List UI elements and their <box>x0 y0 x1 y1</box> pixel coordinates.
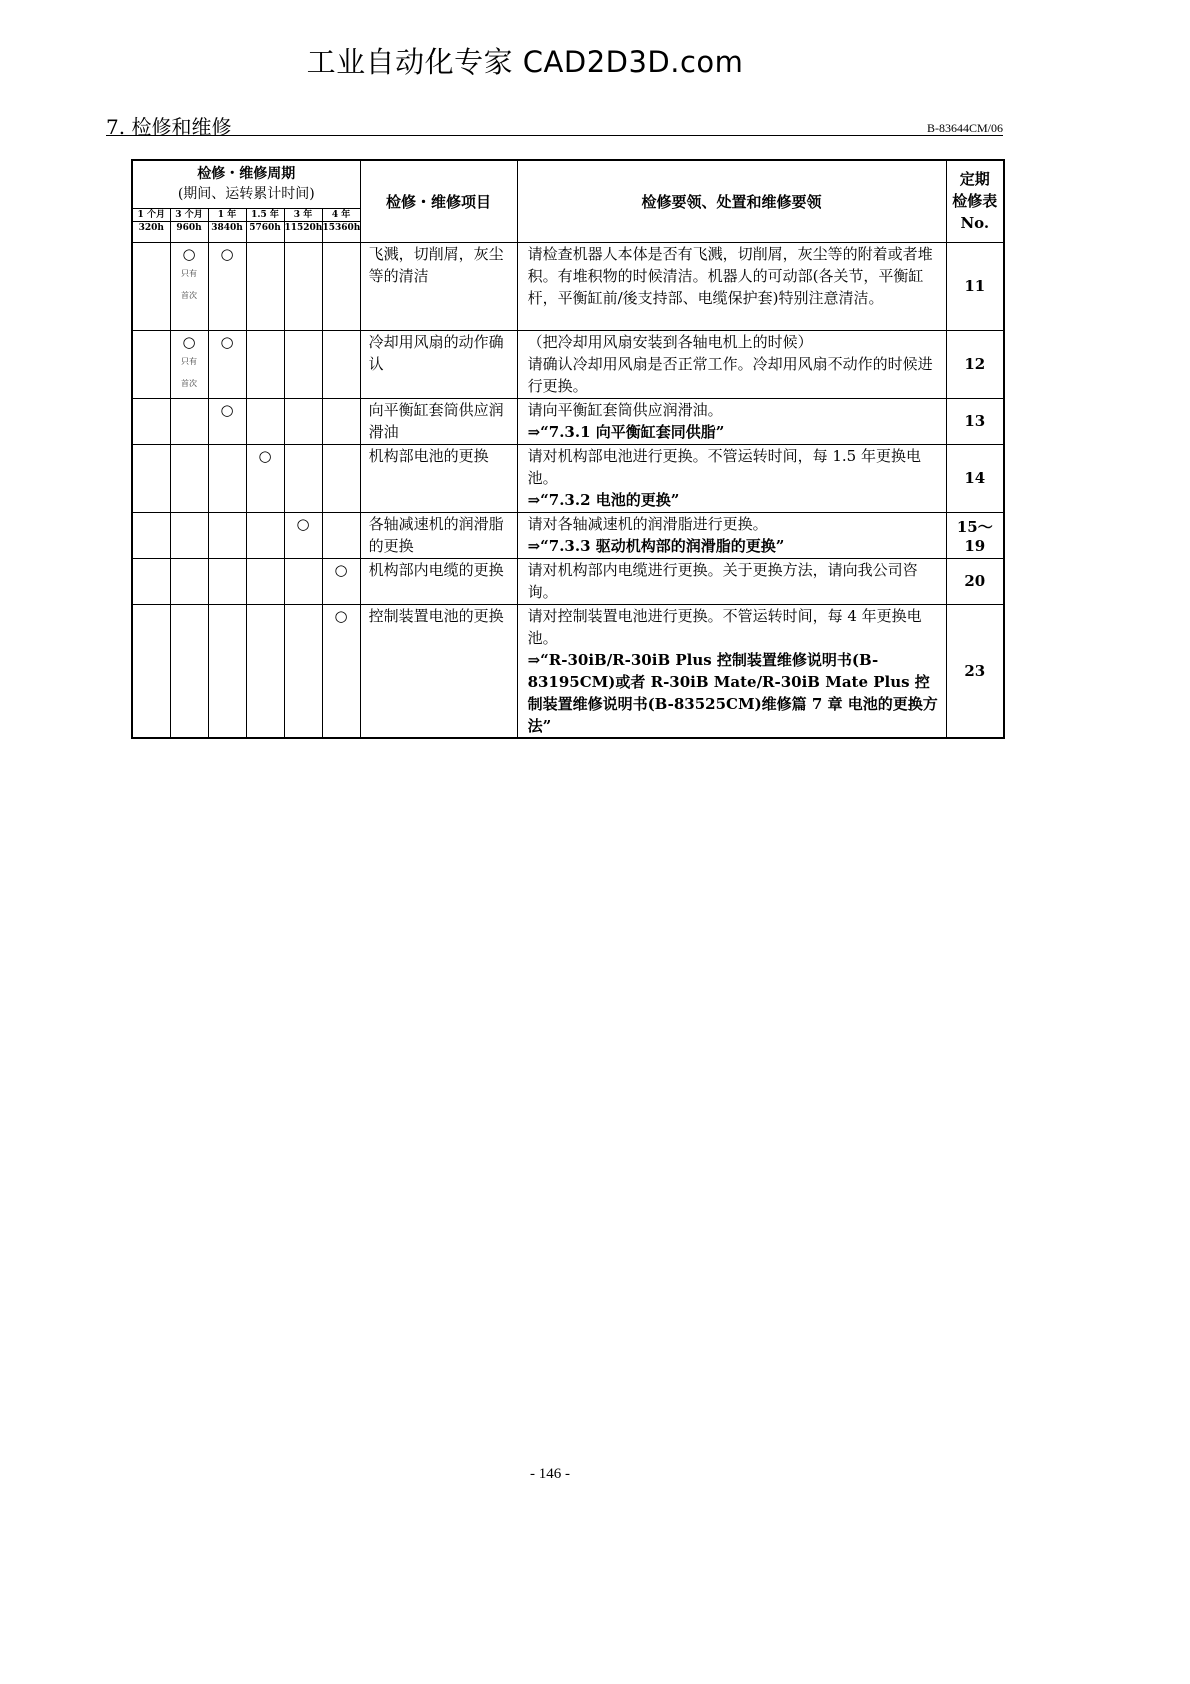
inspection-sheet-no: 11 <box>946 242 1004 330</box>
period-mark-cell <box>132 512 170 558</box>
period-mark-cell <box>284 512 322 558</box>
method-text: 请确认冷却用风扇是否正常工作。冷却用风扇不动作的时候进行更换。 <box>527 354 933 395</box>
maintenance-item: 控制装置电池的更换 <box>360 604 517 738</box>
table-row <box>132 558 1004 604</box>
circle-mark-icon: ○ <box>220 400 234 419</box>
method-text: （把冷却用风扇安装到各轴电机上的时候） <box>527 332 813 351</box>
period-label: 3 个月 <box>175 209 203 220</box>
table-row <box>132 444 1004 512</box>
inspection-sheet-no: 20 <box>946 558 1004 604</box>
first-time-note: 只有首次 <box>181 356 197 388</box>
method-text: 请检查机器人本体是否有飞溅，切削屑，灰尘等的附着或者堆积。有堆积物的时候清洁。机器人的可动部(各关节，平衡缸杆，平衡缸前/後支持部、电缆保护套)特别注意清洁。 <box>527 244 933 307</box>
period-label: 1.5 年 <box>251 209 279 220</box>
method-text: 请对机构部电池进行更换。不管运转时间，每 1.5 年更换电池。 <box>527 446 921 487</box>
maintenance-item: 向平衡缸套筒供应润滑油 <box>360 398 517 444</box>
watermark-text: 工业自动化专家 CAD2D3D.com <box>306 45 744 79</box>
method-column-header: 检修要领、处置和维修要领 <box>517 160 946 242</box>
period-header-cell <box>208 208 246 242</box>
period-hours: 15360h <box>322 222 361 233</box>
period-mark-cell <box>132 444 170 512</box>
period-mark-cell <box>322 398 360 444</box>
period-mark-cell <box>132 558 170 604</box>
period-mark-cell <box>246 604 284 738</box>
sheet-no-header-line3: No. <box>960 214 990 233</box>
period-mark-cell <box>170 330 208 398</box>
method-text: 请对机构部内电缆进行更换。关于更换方法，请向我公司咨询。 <box>527 560 918 601</box>
period-mark-cell <box>170 242 208 330</box>
inspection-sheet-no: 14 <box>946 444 1004 512</box>
period-mark-cell <box>132 398 170 444</box>
circle-mark-icon: ○ <box>220 244 234 263</box>
period-mark-cell <box>322 444 360 512</box>
period-mark-cell <box>132 604 170 738</box>
period-header-cell <box>322 208 360 242</box>
period-label: 1 年 <box>217 209 237 220</box>
period-mark-cell <box>208 558 246 604</box>
sheet-no-header-line1: 定期 <box>959 170 990 189</box>
period-mark-cell <box>322 558 360 604</box>
inspection-sheet-no: 23 <box>946 604 1004 738</box>
first-time-note: 只有首次 <box>181 268 197 300</box>
period-header-cell <box>284 208 322 242</box>
reference-link-text: ⇒“7.3.2 电池的更换” <box>527 490 680 509</box>
period-mark-cell <box>284 444 322 512</box>
table-row <box>132 398 1004 444</box>
maintenance-method <box>517 558 946 604</box>
maintenance-item: 机构部电池的更换 <box>360 444 517 512</box>
circle-mark-icon: ○ <box>296 514 310 533</box>
maintenance-method <box>517 330 946 398</box>
inspection-sheet-no: 15～19 <box>946 512 1004 558</box>
page-number: - 146 - <box>530 1466 570 1482</box>
table-row <box>132 330 1004 398</box>
period-mark-cell <box>322 604 360 738</box>
item-column-header: 检修・维修项目 <box>360 160 517 242</box>
inspection-sheet-no: 13 <box>946 398 1004 444</box>
sheet-no-header-line2: 检修表 <box>952 192 998 211</box>
circle-mark-icon: ○ <box>220 332 234 351</box>
period-mark-cell <box>322 512 360 558</box>
period-mark-cell <box>208 444 246 512</box>
table-row <box>132 242 1004 330</box>
period-header-cell <box>246 208 284 242</box>
period-mark-cell <box>208 604 246 738</box>
circle-mark-icon: ○ <box>334 606 348 625</box>
period-mark-cell <box>170 512 208 558</box>
method-text: 请向平衡缸套筒供应润滑油。 <box>527 400 723 419</box>
period-mark-cell <box>208 242 246 330</box>
period-mark-cell <box>132 242 170 330</box>
period-header <box>132 160 360 208</box>
period-mark-cell <box>246 444 284 512</box>
period-mark-cell <box>246 512 284 558</box>
circle-mark-icon: ○ <box>182 244 196 263</box>
circle-mark-icon: ○ <box>334 560 348 579</box>
maintenance-item: 各轴减速机的润滑脂的更换 <box>360 512 517 558</box>
maintenance-item: 飞溅，切削屑，灰尘等的清洁 <box>360 242 517 330</box>
maintenance-method <box>517 512 946 558</box>
table-row <box>132 512 1004 558</box>
period-mark-cell <box>284 604 322 738</box>
period-mark-cell <box>246 242 284 330</box>
method-text: 请对各轴减速机的润滑脂进行更换。 <box>527 514 768 533</box>
maintenance-table <box>131 159 1005 739</box>
period-label: 1 个月 <box>137 209 165 220</box>
period-mark-cell <box>132 330 170 398</box>
maintenance-method <box>517 604 946 738</box>
period-mark-cell <box>208 330 246 398</box>
circle-mark-icon: ○ <box>258 446 272 465</box>
circle-mark-icon: ○ <box>182 332 196 351</box>
period-hours: 5760h <box>247 221 284 234</box>
document-number: B-83644CM/06 <box>926 121 1003 135</box>
period-header-title: 检修・维修周期 <box>197 166 296 182</box>
period-mark-cell <box>284 398 322 444</box>
maintenance-method <box>517 444 946 512</box>
period-label: 3 年 <box>293 209 313 220</box>
period-hours: 11520h <box>284 222 323 233</box>
inspection-sheet-no: 12 <box>946 330 1004 398</box>
period-hours: 960h <box>171 221 208 234</box>
sheet-no-column-header <box>946 160 1004 242</box>
period-header-subtitle: (期间、运转累计时间) <box>177 186 315 202</box>
period-mark-cell <box>170 398 208 444</box>
header-rule <box>106 135 1003 136</box>
period-hours: 3840h <box>209 221 246 234</box>
period-mark-cell <box>284 330 322 398</box>
period-label: 4 年 <box>331 209 351 220</box>
period-mark-cell <box>246 558 284 604</box>
maintenance-method <box>517 398 946 444</box>
method-text: 请对控制装置电池进行更换。不管运转时间，每 4 年更换电池。 <box>527 606 922 647</box>
period-hours: 320h <box>133 221 170 234</box>
period-mark-cell <box>170 444 208 512</box>
period-mark-cell <box>322 330 360 398</box>
period-mark-cell <box>208 398 246 444</box>
period-header-cell <box>132 208 170 242</box>
period-mark-cell <box>246 398 284 444</box>
maintenance-item: 机构部内电缆的更换 <box>360 558 517 604</box>
reference-link-text: ⇒“7.3.3 驱动机构部的润滑脂的更换” <box>527 536 785 555</box>
maintenance-item: 冷却用风扇的动作确认 <box>360 330 517 398</box>
maintenance-method <box>517 242 946 330</box>
chapter-title: 7. 检修和维修 <box>106 115 232 139</box>
period-header-cell <box>170 208 208 242</box>
period-mark-cell <box>170 604 208 738</box>
period-mark-cell <box>322 242 360 330</box>
period-mark-cell <box>170 558 208 604</box>
period-mark-cell <box>246 330 284 398</box>
period-mark-cell <box>284 242 322 330</box>
period-mark-cell <box>208 512 246 558</box>
reference-link-text: ⇒“R-30iB/R-30iB Plus 控制装置维修说明书(B-83195CM)或者 R-30iB Mate/R-30iB Mate Plus 控制装置维修说明书(B-83525CM)维修篇 7 章 电池的更换方法” <box>527 650 938 735</box>
period-mark-cell <box>284 558 322 604</box>
table-row <box>132 604 1004 738</box>
reference-link-text: ⇒“7.3.1 向平衡缸套同供脂” <box>527 422 725 441</box>
